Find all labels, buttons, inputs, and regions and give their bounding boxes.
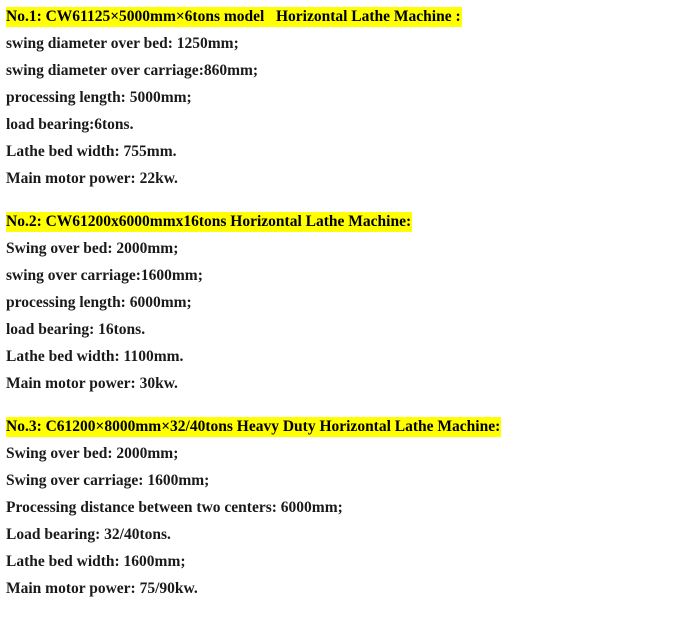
section-heading-row <box>6 417 691 440</box>
spec-line: Lathe bed width: 755mm. <box>6 143 177 160</box>
spec-line: Swing over bed: 2000mm; <box>6 445 179 462</box>
spec-line: swing diameter over carriage:860mm; <box>6 62 259 79</box>
spec-line: Processing distance between two centers: 6000mm; <box>6 499 343 516</box>
section-heading-row <box>6 212 691 235</box>
spec-line: processing length: 5000mm; <box>6 89 192 106</box>
spec-line: Main motor power: 30kw. <box>6 375 178 392</box>
section-heading-no1: No.1: CW61125×5000mm×6tons model Horizontal Lathe Machine : <box>6 8 461 25</box>
section-heading-row <box>6 7 691 30</box>
section-heading-no2: No.2: CW61200x6000mmx16tons Horizontal Lathe Machine: <box>6 213 412 230</box>
spec-line: Load bearing: 32/40tons. <box>6 526 171 543</box>
spec-line: Lathe bed width: 1600mm; <box>6 553 186 570</box>
spec-line: swing diameter over bed: 1250mm; <box>6 35 239 52</box>
spec-line: Main motor power: 75/90kw. <box>6 580 198 597</box>
spec-line: Main motor power: 22kw. <box>6 170 178 187</box>
spec-line: load bearing:6tons. <box>6 116 134 133</box>
spec-line: Swing over carriage: 1600mm; <box>6 472 210 489</box>
spec-line: swing over carriage:1600mm; <box>6 267 203 284</box>
spec-line: Swing over bed: 2000mm; <box>6 240 179 257</box>
spec-line: processing length: 6000mm; <box>6 294 192 311</box>
spec-line: load bearing: 16tons. <box>6 321 146 338</box>
section-no1 <box>6 7 691 192</box>
section-no3 <box>6 417 691 602</box>
spec-line: Lathe bed width: 1100mm. <box>6 348 184 365</box>
section-heading-no3: No.3: C61200×8000mm×32/40tons Heavy Duty Horizontal Lathe Machine: <box>6 418 501 435</box>
spec-document <box>6 7 691 602</box>
section-no2 <box>6 212 691 397</box>
